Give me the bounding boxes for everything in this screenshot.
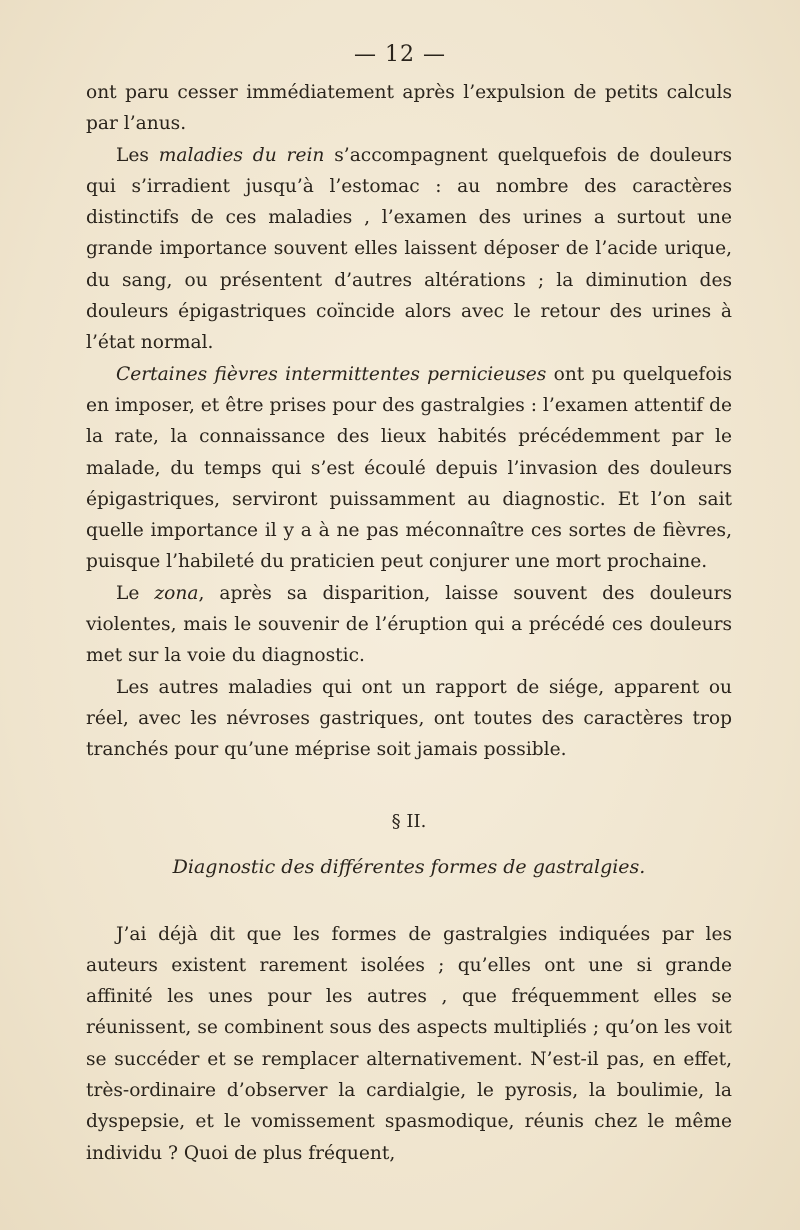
paragraph-3-emphasis: Certaines fièvres intermittentes pernicieuses	[116, 363, 547, 385]
paragraph-1	[86, 77, 732, 140]
paragraph-4-text: , après sa disparition, laisse souvent des douleurs violentes, mais le souvenir de l’éruption qui a précédé ces douleurs met sur la voie du diagnostic.	[86, 582, 732, 667]
paragraph-1-text: ont paru cesser immédiatement après l’expulsion de petits calculs par l’anus.	[86, 82, 732, 135]
paragraph-2-emphasis: maladies du rein	[158, 144, 325, 166]
paragraph-2-lead: Les	[116, 144, 159, 166]
page-number: — 12 —	[354, 42, 446, 67]
paragraph-5-text: Les autres maladies qui ont un rapport de siége, apparent ou réel, avec les névroses gastriques, ont toutes des caractères trop tranchés pour qu’une méprise soit jamais possible.	[86, 676, 732, 761]
paragraph-3-text: ont pu quelquefois en imposer, et être prises pour des gastralgies : l’examen attentif de la rate, la connaissance des lieux habités précédemment par le malade, du temps qui s’est écoulé depuis l’invasion des douleurs épigastriques, serviront puissamment au diagnostic. Et l’on sait quelle importance il y a à ne pas méconnaître ces sortes de fièvres, puisque l’habileté du praticien peut conjurer une mort prochaine.	[86, 363, 733, 573]
page-body	[86, 77, 732, 1169]
paragraph-4-emphasis: zona	[154, 582, 199, 604]
section-title: Diagnostic des différentes formes de gastralgies.	[172, 855, 646, 878]
paragraph-4-lead: Le	[116, 582, 155, 604]
paragraph-6-text: J’ai déjà dit que les formes de gastralgies indiquées par les auteurs existent rarement isolées ; qu’elles ont une si grande affinité les unes pour les autres , que fréquemment elles se réunissent, se combinent sous des aspects multipliés ; qu’on les voit se succéder et se remplacer alternativement. N’est-il pas, en effet, très-ordinaire d’observer la cardialgie, le pyrosis, la boulimie, la dyspepsie, et le vomissement spasmodique, réunis chez le même individu ? Quoi de plus fréquent,	[86, 923, 732, 1164]
paragraph-5	[86, 672, 732, 766]
paragraph-2	[86, 140, 732, 359]
paragraph-2-text: s’accompagnent quelquefois de douleurs qui s’irradient jusqu’à l’estomac : au nombre des caractères distinctifs de ces maladies , l’examen des urines a surtout une grande importance souvent elles laissent déposer de l’acide urique, du sang, ou présentent d’autres altérations ; la diminution des douleurs épigastriques coïncide alors avec le retour des urines à l’état normal.	[86, 144, 732, 354]
paragraph-3	[86, 359, 732, 578]
paragraph-4	[86, 578, 732, 672]
section-mark: § II.	[391, 810, 427, 832]
paragraph-6	[86, 919, 732, 1169]
